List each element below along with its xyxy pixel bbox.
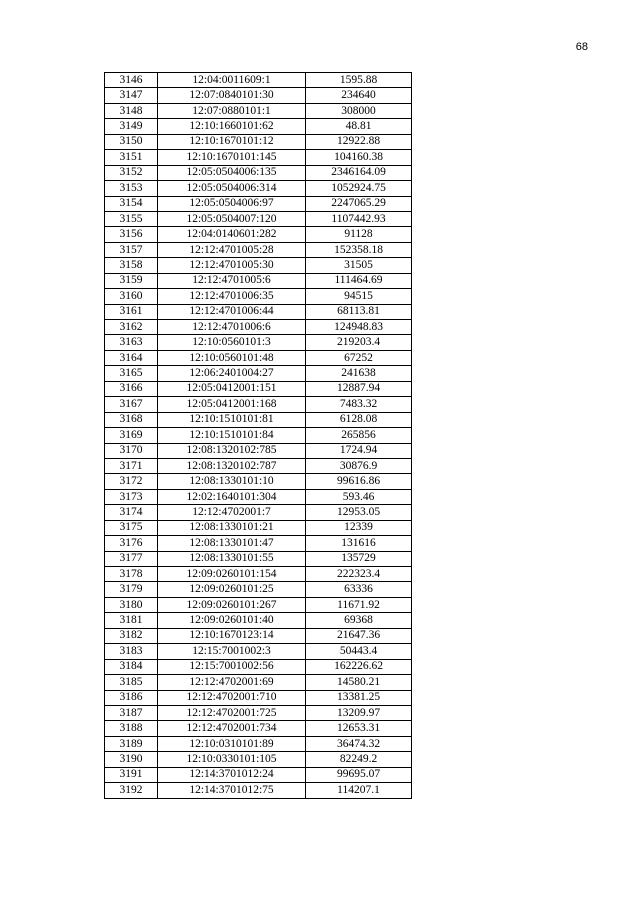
row-index-cell: 3170 bbox=[105, 443, 158, 458]
table-row bbox=[105, 551, 412, 566]
cadastral-number-cell: 12:10:1510101:84 bbox=[158, 428, 306, 443]
row-index-cell: 3185 bbox=[105, 675, 158, 690]
cadastral-number-cell: 12:14:3701012:24 bbox=[158, 767, 306, 782]
table-row bbox=[105, 489, 412, 504]
row-index-cell: 3187 bbox=[105, 705, 158, 720]
cadastral-number-cell: 12:05:0504007:120 bbox=[158, 211, 306, 226]
value-cell: 222323.4 bbox=[306, 567, 412, 582]
table-row bbox=[105, 628, 412, 643]
table-row bbox=[105, 103, 412, 118]
cadastral-number-cell: 12:10:0560101:48 bbox=[158, 350, 306, 365]
row-index-cell: 3189 bbox=[105, 736, 158, 751]
row-index-cell: 3163 bbox=[105, 335, 158, 350]
row-index-cell: 3176 bbox=[105, 536, 158, 551]
row-index-cell: 3180 bbox=[105, 597, 158, 612]
table-row bbox=[105, 705, 412, 720]
row-index-cell: 3191 bbox=[105, 767, 158, 782]
value-cell: 68113.81 bbox=[306, 304, 412, 319]
table-row bbox=[105, 242, 412, 257]
table-row bbox=[105, 397, 412, 412]
value-cell: 1724.94 bbox=[306, 443, 412, 458]
table-row bbox=[105, 659, 412, 674]
row-index-cell: 3174 bbox=[105, 505, 158, 520]
value-cell: 14580.21 bbox=[306, 675, 412, 690]
table-row bbox=[105, 273, 412, 288]
table-row bbox=[105, 211, 412, 226]
cadastral-number-cell: 12:12:4702001:734 bbox=[158, 721, 306, 736]
value-cell: 12339 bbox=[306, 520, 412, 535]
row-index-cell: 3169 bbox=[105, 428, 158, 443]
cadastral-number-cell: 12:08:1330101:21 bbox=[158, 520, 306, 535]
value-cell: 36474.32 bbox=[306, 736, 412, 751]
cadastral-number-cell: 12:12:4702001:69 bbox=[158, 675, 306, 690]
value-cell: 13381.25 bbox=[306, 690, 412, 705]
cadastral-number-cell: 12:06:2401004:27 bbox=[158, 366, 306, 381]
table-row bbox=[105, 644, 412, 659]
row-index-cell: 3153 bbox=[105, 181, 158, 196]
table-row bbox=[105, 335, 412, 350]
row-index-cell: 3151 bbox=[105, 150, 158, 165]
value-cell: 1052924.75 bbox=[306, 181, 412, 196]
row-index-cell: 3155 bbox=[105, 211, 158, 226]
cadastral-number-cell: 12:08:1330101:55 bbox=[158, 551, 306, 566]
table-row bbox=[105, 227, 412, 242]
row-index-cell: 3146 bbox=[105, 73, 158, 88]
value-cell: 1107442.93 bbox=[306, 211, 412, 226]
table-row bbox=[105, 320, 412, 335]
row-index-cell: 3157 bbox=[105, 242, 158, 257]
page-number: 68 bbox=[575, 41, 588, 53]
row-index-cell: 3184 bbox=[105, 659, 158, 674]
cadastral-number-cell: 12:15:7001002:56 bbox=[158, 659, 306, 674]
row-index-cell: 3192 bbox=[105, 783, 158, 798]
value-cell: 104160.38 bbox=[306, 150, 412, 165]
table-row bbox=[105, 196, 412, 211]
value-cell: 152358.18 bbox=[306, 242, 412, 257]
value-cell: 234640 bbox=[306, 88, 412, 103]
cadastral-number-cell: 12:10:1670101:12 bbox=[158, 134, 306, 149]
value-cell: 13209.97 bbox=[306, 705, 412, 720]
cadastral-number-cell: 12:10:0330101:105 bbox=[158, 752, 306, 767]
value-cell: 99695.07 bbox=[306, 767, 412, 782]
row-index-cell: 3166 bbox=[105, 381, 158, 396]
table-row bbox=[105, 752, 412, 767]
row-index-cell: 3175 bbox=[105, 520, 158, 535]
row-index-cell: 3154 bbox=[105, 196, 158, 211]
table-row bbox=[105, 165, 412, 180]
row-index-cell: 3188 bbox=[105, 721, 158, 736]
value-cell: 114207.1 bbox=[306, 783, 412, 798]
value-cell: 265856 bbox=[306, 428, 412, 443]
table-row bbox=[105, 505, 412, 520]
table-row bbox=[105, 150, 412, 165]
row-index-cell: 3160 bbox=[105, 289, 158, 304]
row-index-cell: 3164 bbox=[105, 350, 158, 365]
value-cell: 131616 bbox=[306, 536, 412, 551]
row-index-cell: 3178 bbox=[105, 567, 158, 582]
value-cell: 593.46 bbox=[306, 489, 412, 504]
value-cell: 6128.08 bbox=[306, 412, 412, 427]
table-row bbox=[105, 736, 412, 751]
row-index-cell: 3162 bbox=[105, 320, 158, 335]
cadastral-number-cell: 12:09:0260101:25 bbox=[158, 582, 306, 597]
table-body bbox=[105, 73, 412, 799]
row-index-cell: 3173 bbox=[105, 489, 158, 504]
row-index-cell: 3161 bbox=[105, 304, 158, 319]
value-cell: 219203.4 bbox=[306, 335, 412, 350]
table-row bbox=[105, 520, 412, 535]
row-index-cell: 3168 bbox=[105, 412, 158, 427]
cadastral-number-cell: 12:10:1670123:14 bbox=[158, 628, 306, 643]
cadastral-number-cell: 12:05:0412001:168 bbox=[158, 397, 306, 412]
table-row bbox=[105, 258, 412, 273]
table-row bbox=[105, 597, 412, 612]
cadastral-number-cell: 12:12:4701006:44 bbox=[158, 304, 306, 319]
value-cell: 12887.94 bbox=[306, 381, 412, 396]
cadastral-number-cell: 12:10:0310101:89 bbox=[158, 736, 306, 751]
table-row bbox=[105, 304, 412, 319]
table-row bbox=[105, 690, 412, 705]
value-cell: 111464.69 bbox=[306, 273, 412, 288]
row-index-cell: 3158 bbox=[105, 258, 158, 273]
row-index-cell: 3179 bbox=[105, 582, 158, 597]
cadastral-number-cell: 12:09:0260101:154 bbox=[158, 567, 306, 582]
table-row bbox=[105, 443, 412, 458]
row-index-cell: 3182 bbox=[105, 628, 158, 643]
table-row bbox=[105, 767, 412, 782]
table-row bbox=[105, 613, 412, 628]
cadastral-number-cell: 12:05:0412001:151 bbox=[158, 381, 306, 396]
cadastral-number-cell: 12:12:4702001:7 bbox=[158, 505, 306, 520]
cadastral-number-cell: 12:08:1320102:785 bbox=[158, 443, 306, 458]
row-index-cell: 3171 bbox=[105, 458, 158, 473]
row-index-cell: 3147 bbox=[105, 88, 158, 103]
cadastral-number-cell: 12:15:7001002:3 bbox=[158, 644, 306, 659]
value-cell: 12953.05 bbox=[306, 505, 412, 520]
table-row bbox=[105, 181, 412, 196]
table-row bbox=[105, 366, 412, 381]
cadastral-number-cell: 12:08:1320102:787 bbox=[158, 458, 306, 473]
cadastral-number-cell: 12:07:0840101:30 bbox=[158, 88, 306, 103]
cadastral-number-cell: 12:04:0140601:282 bbox=[158, 227, 306, 242]
value-cell: 21647.36 bbox=[306, 628, 412, 643]
data-table bbox=[104, 72, 412, 799]
value-cell: 124948.83 bbox=[306, 320, 412, 335]
table-row bbox=[105, 88, 412, 103]
table-row bbox=[105, 582, 412, 597]
value-cell: 12653.31 bbox=[306, 721, 412, 736]
cadastral-number-cell: 12:10:1660101:62 bbox=[158, 119, 306, 134]
value-cell: 63336 bbox=[306, 582, 412, 597]
table-row bbox=[105, 428, 412, 443]
value-cell: 30876.9 bbox=[306, 458, 412, 473]
row-index-cell: 3152 bbox=[105, 165, 158, 180]
cadastral-number-cell: 12:08:1330101:10 bbox=[158, 474, 306, 489]
value-cell: 50443.4 bbox=[306, 644, 412, 659]
cadastral-number-cell: 12:12:4701006:6 bbox=[158, 320, 306, 335]
cadastral-number-cell: 12:10:1510101:81 bbox=[158, 412, 306, 427]
cadastral-number-cell: 12:12:4701005:6 bbox=[158, 273, 306, 288]
row-index-cell: 3186 bbox=[105, 690, 158, 705]
table-row bbox=[105, 567, 412, 582]
table-row bbox=[105, 119, 412, 134]
value-cell: 308000 bbox=[306, 103, 412, 118]
cadastral-number-cell: 12:14:3701012:75 bbox=[158, 783, 306, 798]
table-row bbox=[105, 536, 412, 551]
cadastral-number-cell: 12:09:0260101:267 bbox=[158, 597, 306, 612]
cadastral-number-cell: 12:05:0504006:314 bbox=[158, 181, 306, 196]
row-index-cell: 3167 bbox=[105, 397, 158, 412]
table-row bbox=[105, 783, 412, 798]
row-index-cell: 3177 bbox=[105, 551, 158, 566]
row-index-cell: 3172 bbox=[105, 474, 158, 489]
cadastral-number-cell: 12:05:0504006:135 bbox=[158, 165, 306, 180]
table-row bbox=[105, 381, 412, 396]
table-row bbox=[105, 474, 412, 489]
value-cell: 94515 bbox=[306, 289, 412, 304]
value-cell: 91128 bbox=[306, 227, 412, 242]
cadastral-number-cell: 12:08:1330101:47 bbox=[158, 536, 306, 551]
cadastral-number-cell: 12:10:1670101:145 bbox=[158, 150, 306, 165]
table-row bbox=[105, 134, 412, 149]
value-cell: 12922.88 bbox=[306, 134, 412, 149]
table-row bbox=[105, 289, 412, 304]
value-cell: 82249.2 bbox=[306, 752, 412, 767]
table-row bbox=[105, 412, 412, 427]
row-index-cell: 3183 bbox=[105, 644, 158, 659]
table-row bbox=[105, 350, 412, 365]
row-index-cell: 3159 bbox=[105, 273, 158, 288]
value-cell: 99616.86 bbox=[306, 474, 412, 489]
row-index-cell: 3190 bbox=[105, 752, 158, 767]
table-row bbox=[105, 721, 412, 736]
value-cell: 241638 bbox=[306, 366, 412, 381]
cadastral-number-cell: 12:07:0880101:1 bbox=[158, 103, 306, 118]
value-cell: 1595.88 bbox=[306, 73, 412, 88]
row-index-cell: 3165 bbox=[105, 366, 158, 381]
table-row bbox=[105, 73, 412, 88]
value-cell: 2247065.29 bbox=[306, 196, 412, 211]
row-index-cell: 3181 bbox=[105, 613, 158, 628]
value-cell: 135729 bbox=[306, 551, 412, 566]
cadastral-number-cell: 12:12:4701006:35 bbox=[158, 289, 306, 304]
table-row bbox=[105, 675, 412, 690]
row-index-cell: 3156 bbox=[105, 227, 158, 242]
cadastral-number-cell: 12:12:4702001:725 bbox=[158, 705, 306, 720]
value-cell: 162226.62 bbox=[306, 659, 412, 674]
cadastral-number-cell: 12:12:4701005:30 bbox=[158, 258, 306, 273]
cadastral-number-cell: 12:12:4702001:710 bbox=[158, 690, 306, 705]
value-cell: 69368 bbox=[306, 613, 412, 628]
row-index-cell: 3148 bbox=[105, 103, 158, 118]
table-row bbox=[105, 458, 412, 473]
cadastral-number-cell: 12:05:0504006:97 bbox=[158, 196, 306, 211]
cadastral-number-cell: 12:02:1640101:304 bbox=[158, 489, 306, 504]
cadastral-number-cell: 12:12:4701005:28 bbox=[158, 242, 306, 257]
value-cell: 7483.32 bbox=[306, 397, 412, 412]
cadastral-number-cell: 12:10:0560101:3 bbox=[158, 335, 306, 350]
cadastral-number-cell: 12:04:0011609:1 bbox=[158, 73, 306, 88]
value-cell: 48.81 bbox=[306, 119, 412, 134]
row-index-cell: 3149 bbox=[105, 119, 158, 134]
row-index-cell: 3150 bbox=[105, 134, 158, 149]
value-cell: 11671.92 bbox=[306, 597, 412, 612]
value-cell: 2346164.09 bbox=[306, 165, 412, 180]
value-cell: 67252 bbox=[306, 350, 412, 365]
value-cell: 31505 bbox=[306, 258, 412, 273]
cadastral-number-cell: 12:09:0260101:40 bbox=[158, 613, 306, 628]
